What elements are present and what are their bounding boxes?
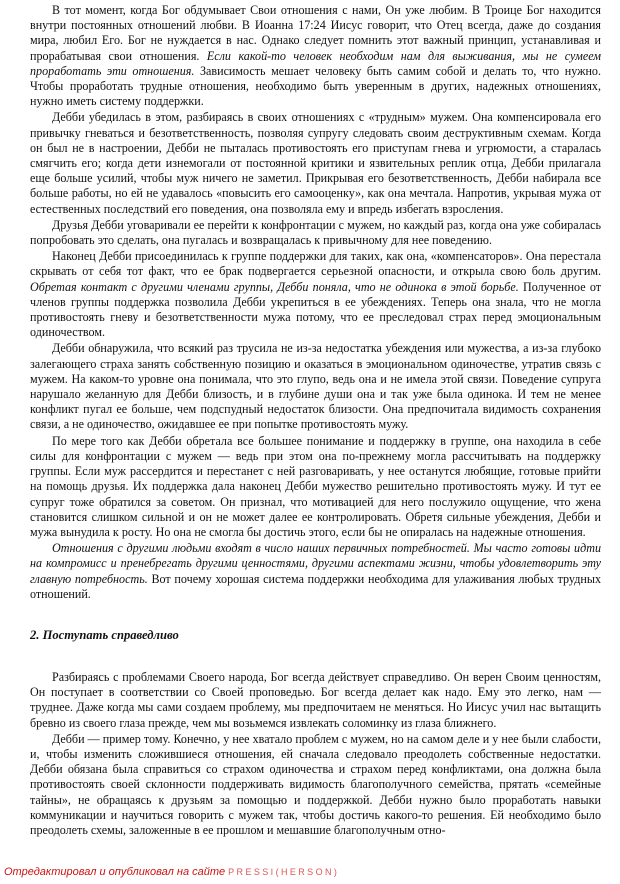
emphasis-text: Отношения с другими людьми входят в число наших первичных потребностей. Мы часто готовы идти на компромисс и пренебрегать другими ценностями, другими аспектами жизни, чтобы удовлетворить эту главную потребность. [30, 541, 601, 586]
emphasis-text: Если какой-то человек необходим нам для выживания, мы не сумеем проработать эти отношения. [30, 48, 601, 78]
paragraph [30, 341, 601, 432]
paragraph [30, 110, 601, 216]
text-run: Вот почему хорошая система поддержки необходима для улаживания любых трудных отношений. [30, 571, 601, 601]
footer-text: Отредактировал и опубликовал на сайте [4, 866, 226, 878]
text-run: Дебби — пример тому. Конечно, у нее хватало проблем с мужем, но на самом деле и у нее были слабости, и, чтобы изменить сложившиеся отношения, ей сначала следовало преодолеть собственные недостатки. Дебби обязана была справиться со страхом одиночества и страхом перед конфликтами, она должна была противостоять своей склонности поддерживать видимость благополучного семейства, прятать «семейные тайны», не обращаясь к друзьям за помощью и поддержкой. Дебби нужно было проработать навыки коммуникации и научиться говорить с мужем так, чтобы достичь какого-то решения. Ей необходимо было преодолеть схемы, заложенные в ее прошлом и мешавшие благополучным отно- [30, 731, 601, 837]
footer-brand-link[interactable]: PRESSI(HERSON) [228, 867, 340, 877]
section-heading: 2. Поступать справедливо [30, 627, 179, 642]
text-run: Разбираясь с проблемами Своего народа, Бог всегда действует справедливо. Он верен Своим ценностям, Он поступает в соответствии со Своей проповедью. Бог всегда делает как надо. Ему это легко, нам — труднее. Даже когда мы сами создаем проблему, мы предпочитаем не меняться. Но Иисус учил нас вытащить бревно из своего глаза прежде, чем мы возьмемся извлекать соломинку из глаза ближнего. [30, 669, 601, 730]
paragraph [30, 732, 601, 838]
text-run: Дебби убедилась в этом, разбираясь в своих отношениях с «трудным» мужем. Она компенсировала его привычку гневаться и безответственность, позволяя супругу следовать своим деструктивным схемам. Когда он был не в настроении, Дебби не пыталась противостоять его приступам гнева и угрюмости, а старалась смягчить его; когда дети изнемогали от постоянной критики и язвительных реплик отца, Дебби прилагала еще больше усилий, чтобы муж ничего не заметил. Прикрывая его безответственность, Дебби набирала все больше работы, но ей не удавалось «повысить его самооценку», как она мечтала. Напротив, укрывая мужа от естественных последствий его поведения, она позволяла ему и впредь избегать взросления. [30, 110, 601, 216]
text-run: Полученное от членов группы поддержка позволила Дебби укрепиться в ее убеждениях. Теперь она знала, что не могла противостоять гневу и безответственности мужа потому, что ее преследовал страх перед эмоциональным одиночеством. [30, 279, 601, 340]
emphasis-text: Обретая контакт с другими членами группы, Дебби поняла, что не одинока в этой борьбе. [30, 279, 519, 294]
text-run: В тот момент, когда Бог обдумывает Свои отношения с нами, Он уже любим. В Троице Бог находится внутри постоянных отношений любви. В Иоанна 17:24 Иисус говорит, что Отец всегда, даже до создания мира, любил Его. Бог не нуждается в нас. Однако следует помнить этот важный принцип, устанавливая и прорабатывая свои отношения. [30, 3, 601, 63]
paragraph [30, 434, 601, 540]
document-page [30, 3, 601, 838]
text-run: Друзья Дебби уговаривали ее перейти к конфронтации с мужем, но каждый раз, когда она уже собиралась попробовать это сделать, она пугалась и возвращалась к привычному для нее поведению. [30, 217, 601, 248]
paragraph [30, 541, 601, 602]
footer-credit [4, 864, 614, 880]
paragraph [30, 670, 601, 731]
paragraph [30, 3, 601, 109]
paragraph [30, 218, 601, 248]
body-text-bottom [30, 670, 601, 838]
text-run: По мере того как Дебби обретала все большее понимание и поддержку в группе, она находила в себе силы для конфронтации с мужем — ведь при этом она по-прежнему могла рассчитывать на поддержку группы. Если муж рассердится и перестанет с ней разговаривать, у нее останутся любящие, готовые прийти на помощь друзья. Их поддержка дала наконец Дебби мужество решительно противостоять мужу. И тут ее супруг тоже обратился за советом. Он признал, что мотивацией для него послужило ощущение, что жена становится слишком сильной и он не может далее ее контролировать. Обретя сильные убеждения, Дебби и мужа вынудила к росту. Но она не смогла бы достичь этого, если бы не опиралась на надежные отношения. [30, 433, 601, 539]
text-run: Зависимость мешает человеку быть самим собой и делать то, что нужно. Чтобы проработать трудные отношения, необходимо быть уверенным в других, надежных отношениях, нужно иметь систему поддержки. [30, 63, 601, 109]
paragraph [30, 249, 601, 340]
text-run: Наконец Дебби присоединилась к группе поддержки для таких, как она, «компенсаторов». Она перестала скрывать от себя тот факт, что ее брак подвергается серьезной опасности, и открыла свою боль другим. [30, 249, 601, 279]
body-text-top [30, 3, 601, 602]
text-run: Дебби обнаружила, что всякий раз трусила не из-за недостатка убеждения или мужества, а из-за глубоко залегающего страха занять собственную позицию и оказаться в эмоциональном одиночестве, утратив связь с мужем. На каком-то уровне она понимала, что это глупо, ведь она и не имела этой связи. Поведение супруга нарушало желанную для Дебби близость, и в глубине души она и так уже была одинока. И тем не менее конфликт пугал ее больше, чем подспудный недостаток близости. Она предпочитала видимость сохранения связи, а не одиночество, ожидавшее ее при попытке противостоять мужу. [30, 341, 601, 432]
